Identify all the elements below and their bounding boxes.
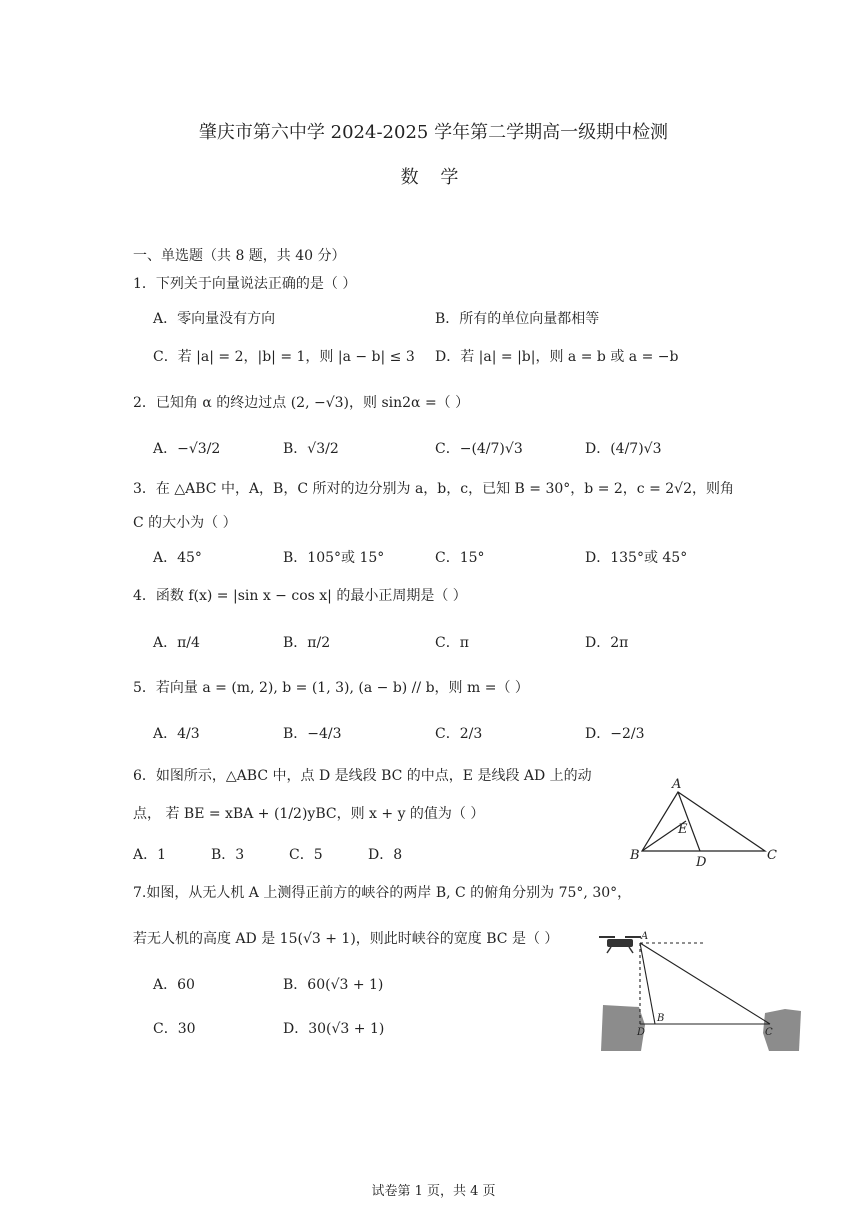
q2-option-b: B．√3/2: [283, 441, 339, 457]
q3-option-d: D．135°或 45°: [585, 550, 688, 566]
q4-option-c: C．π: [435, 635, 469, 651]
q1-option-b: B．所有的单位向量都相等: [435, 311, 600, 327]
label-c: C: [767, 848, 777, 863]
q7-option-b: B．60(√3 + 1): [283, 977, 384, 993]
q3-option-c: C．15°: [435, 550, 485, 566]
triangle-abc-figure: [620, 778, 790, 868]
question-7-stem-cont: 若无人机的高度 AD 是 15(√3 + 1)，则此时峡谷的宽度 BC 是（ ）: [133, 931, 559, 947]
q6-option-a: A．1: [133, 847, 167, 863]
question-3-stem-cont: C 的大小为（ ）: [133, 515, 237, 531]
q3-option-b: B．105°或 15°: [283, 550, 385, 566]
question-6-stem: 6．如图所示，△ABC 中，点 D 是线段 BC 的中点，E 是线段 AD 上的动: [133, 768, 592, 784]
q1-option-c: C．若 |a| = 2，|b| = 1，则 |a − b| ≤ 3: [153, 349, 415, 365]
question-4-stem: 4．函数 f(x) = |sin x − cos x| 的最小正周期是（ ）: [133, 588, 467, 604]
triangle-abc-outline: [642, 792, 765, 851]
q2-option-c: C．−(4/7)√3: [435, 441, 523, 457]
q2-option-d: D．(4/7)√3: [585, 441, 662, 457]
q6-option-b: B．3: [211, 847, 245, 863]
section-heading: 一、单选题（共 8 题，共 40 分）: [133, 248, 346, 264]
q5-option-a: A．4/3: [153, 726, 200, 742]
label-d: D: [696, 855, 707, 868]
q5-option-b: B．−4/3: [283, 726, 342, 742]
q7-option-a: A．60: [153, 977, 195, 993]
page-title: 肇庆市第六中学 2024-2025 学年第二学期高一级期中检测: [198, 122, 669, 143]
q4-option-d: D．2π: [585, 635, 629, 651]
page-footer: 试卷第 1 页，共 4 页: [371, 1184, 496, 1199]
fig7-label-a: A: [641, 931, 649, 942]
q3-option-a: A．45°: [153, 550, 202, 566]
q2-option-a: A．−√3/2: [153, 441, 221, 457]
label-a: A: [672, 778, 682, 792]
q7-option-d: D．30(√3 + 1): [283, 1021, 385, 1037]
q5-option-d: D．−2/3: [585, 726, 645, 742]
fig7-label-b: B: [657, 1013, 665, 1024]
line-ac: [640, 943, 770, 1024]
canyon-drone-figure: [595, 925, 805, 1055]
q4-option-b: B．π/2: [283, 635, 331, 651]
question-5-stem: 5．若向量 a = (m, 2), b = (1, 3), (a − b) // b，则 m =（ ）: [133, 680, 529, 696]
question-1-stem: 1．下列关于向量说法正确的是（ ）: [133, 276, 357, 292]
fig7-label-c: C: [765, 1027, 773, 1038]
label-e: E: [678, 822, 688, 837]
question-2-stem: 2．已知角 α 的终边过点 (2, −√3)，则 sin2α =（ ）: [133, 395, 470, 411]
fig7-label-d: D: [637, 1027, 646, 1038]
subject-title: 数 学: [400, 167, 467, 188]
line-ab: [640, 943, 655, 1024]
q5-option-c: C．2/3: [435, 726, 483, 742]
q6-option-d: D．8: [368, 847, 403, 863]
label-b: B: [630, 848, 640, 863]
q4-option-a: A．π/4: [153, 635, 200, 651]
drone-icon: [599, 937, 641, 953]
q7-option-c: C．30: [153, 1021, 196, 1037]
q6-option-c: C．5: [289, 847, 323, 863]
question-6-stem-cont: 点， 若 BE = xBA + (1/2)yBC，则 x + y 的值为（ ）: [133, 806, 485, 822]
question-3-stem: 3．在 △ABC 中，A，B，C 所对的边分别为 a，b，c，已知 B = 30°，b = 2，c = 2√2，则角: [133, 481, 734, 497]
q1-option-a: A．零向量没有方向: [153, 311, 276, 327]
q1-option-d: D．若 |a| = |b|，则 a = b 或 a = −b: [435, 349, 679, 365]
question-7-stem: 7.如图，从无人机 A 上测得正前方的峡谷的两岸 B, C 的俯角分别为 75°, 30°，: [133, 885, 632, 901]
